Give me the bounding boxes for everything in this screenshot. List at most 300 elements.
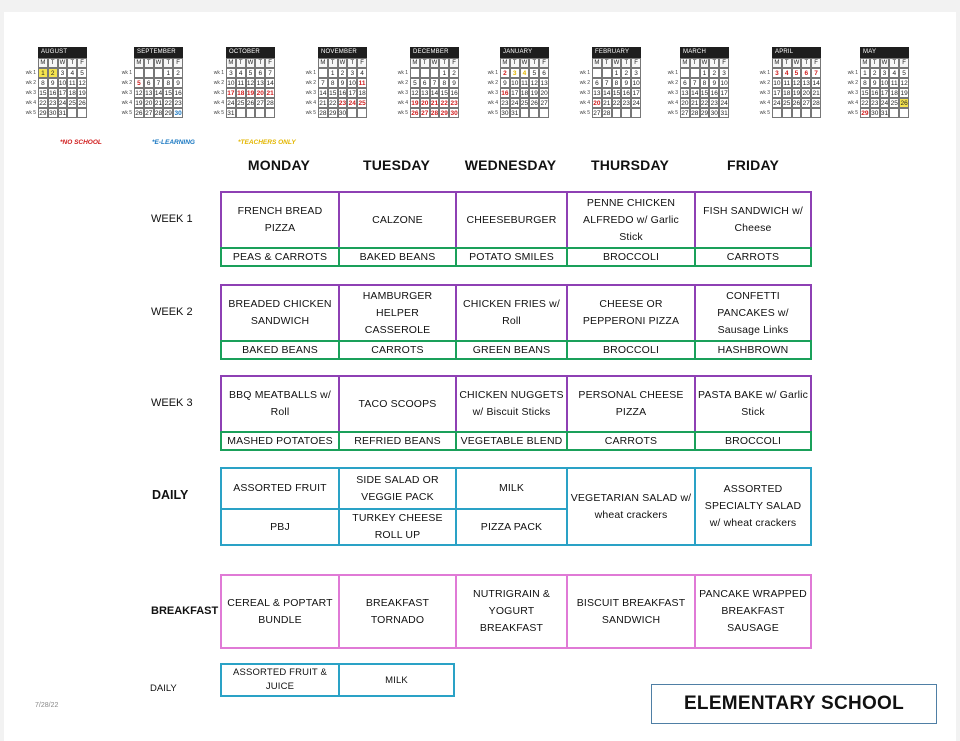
- calendar-day: 13: [802, 80, 810, 87]
- calendar-day: [621, 108, 631, 118]
- calendar-day: 24: [632, 100, 640, 107]
- calendar-week-label: wk 1: [213, 70, 224, 76]
- calendar-weekday-letter: W: [792, 58, 802, 68]
- calendar-weekday-letter: M: [680, 58, 690, 68]
- calendar-day: [318, 68, 328, 78]
- calendar-day: 17: [773, 90, 781, 97]
- calendar-week-row: [680, 108, 729, 118]
- calendar-day: 23: [710, 100, 718, 107]
- legend-no-school: *NO SCHOOL: [60, 139, 102, 146]
- calendar-february: [592, 47, 641, 118]
- calendar-week-label: wk 3: [759, 90, 770, 96]
- calendar-day: 17: [720, 90, 728, 97]
- calendar-day: [144, 68, 154, 78]
- calendar-weekday-letter: T: [602, 58, 612, 68]
- calendar-week-label: wk 2: [759, 80, 770, 86]
- calendar-week-row: [410, 98, 459, 108]
- calendar-day: 16: [501, 90, 509, 97]
- calendar-day: 4: [236, 68, 246, 78]
- calendar-day: [782, 108, 792, 118]
- calendar-day: 30: [501, 110, 509, 117]
- calendar-month-title: NOVEMBER: [318, 47, 367, 58]
- calendar-day: 19: [135, 100, 143, 107]
- calendar-day: 16: [710, 90, 718, 97]
- calendar-day: 14: [603, 90, 611, 97]
- calendar-weekday-letter: W: [700, 58, 710, 68]
- breakfast-monday: CEREAL & POPTART BUNDLE: [220, 574, 340, 649]
- week1-friday-side: CARROTS: [694, 247, 812, 267]
- calendar-weekday-letter: F: [811, 58, 821, 68]
- calendar-weekday-letter: M: [226, 58, 236, 68]
- calendar-march: [680, 47, 729, 118]
- calendar-day: 11: [68, 80, 76, 87]
- calendar-day: 20: [256, 90, 264, 97]
- calendar-day: 23: [450, 100, 458, 107]
- calendar-week-row: [860, 68, 909, 78]
- calendar-day: 1: [612, 68, 622, 78]
- calendar-month-title: APRIL: [772, 47, 821, 58]
- calendar-day: 22: [440, 100, 448, 107]
- calendar-week-row: [592, 78, 641, 88]
- calendar-week-label: wk 4: [25, 100, 36, 106]
- calendar-weekday-row: [680, 58, 729, 68]
- week1-monday-side: PEAS & CARROTS: [220, 247, 340, 267]
- row-label-daily: DAILY: [152, 488, 189, 502]
- week2-wednesday-side: GREEN BEANS: [455, 340, 568, 360]
- calendar-day: 8: [700, 78, 710, 88]
- calendar-weekday-letter: F: [173, 58, 183, 68]
- calendar-day: 8: [38, 78, 48, 88]
- calendar-week-label: wk 5: [487, 110, 498, 116]
- calendar-weekday-row: [134, 58, 183, 68]
- calendar-week-label: wk 1: [397, 70, 408, 76]
- week3-thursday-side: CARROTS: [566, 431, 696, 451]
- calendar-week-row: [500, 68, 549, 78]
- calendar-day: [420, 68, 430, 78]
- calendar-day: 29: [329, 110, 337, 117]
- calendar-day: 14: [430, 90, 439, 97]
- calendar-day: 14: [691, 90, 699, 97]
- calendar-day: 24: [58, 100, 67, 107]
- calendar-day: 28: [812, 100, 820, 107]
- calendar-day: 30: [49, 110, 57, 117]
- calendar-day: [889, 108, 899, 118]
- week2-friday-main: CONFETTI PANCAKES w/ Sausage Links: [694, 284, 812, 342]
- calendar-day: 7: [690, 78, 700, 88]
- calendar-day: 5: [77, 68, 87, 78]
- calendar-day: 12: [530, 80, 538, 87]
- week3-wednesday-side: VEGETABLE BLEND: [455, 431, 568, 451]
- calendar-weekday-letter: M: [860, 58, 870, 68]
- calendar-day: 26: [78, 100, 86, 107]
- week2-wednesday-main: CHICKEN FRIES w/ Roll: [455, 284, 568, 342]
- calendar-day: 23: [338, 100, 347, 107]
- calendar-day: 10: [227, 80, 235, 87]
- calendar-day: [134, 68, 144, 78]
- calendar-day: 27: [593, 110, 601, 117]
- calendar-day: 9: [621, 78, 631, 88]
- calendar-day: 13: [145, 90, 153, 97]
- week3-monday-side: MASHED POTATOES: [220, 431, 340, 451]
- calendar-weekday-letter: T: [163, 58, 173, 68]
- calendar-day: 18: [237, 90, 245, 97]
- calendar-week-row: [134, 78, 183, 88]
- calendar-day: 19: [900, 90, 908, 97]
- calendar-day: [529, 108, 539, 118]
- calendar-week-label: wk 4: [213, 100, 224, 106]
- calendar-january: [500, 47, 549, 118]
- calendar-day: 2: [709, 68, 719, 78]
- calendar-day: 6: [539, 68, 549, 78]
- calendar-weekday-letter: T: [144, 58, 154, 68]
- calendar-weekday-letter: T: [690, 58, 700, 68]
- week2-thursday-side: BROCCOLI: [566, 340, 696, 360]
- week2-tuesday-main: HAMBURGER HELPER CASSEROLE: [338, 284, 457, 342]
- calendar-day: 11: [358, 80, 366, 87]
- calendar-weekday-letter: T: [889, 58, 899, 68]
- calendar-day: 24: [773, 100, 781, 107]
- calendar-day: 5: [899, 68, 909, 78]
- calendar-weekday-letter: T: [255, 58, 265, 68]
- calendar-week-row: [592, 88, 641, 98]
- calendar-day: 3: [631, 68, 641, 78]
- calendar-week-label: wk 5: [305, 110, 316, 116]
- calendar-weekday-letter: M: [592, 58, 602, 68]
- calendar-day: 22: [39, 100, 47, 107]
- week2-monday-side: BAKED BEANS: [220, 340, 340, 360]
- calendar-day: 15: [440, 90, 448, 97]
- calendar-week-row: [134, 68, 183, 78]
- daily-vegetarian-salad: VEGETARIAN SALAD w/ wheat crackers: [566, 467, 696, 546]
- calendar-day: 7: [430, 78, 440, 88]
- calendar-weekday-letter: F: [449, 58, 459, 68]
- calendar-day: 8: [163, 78, 173, 88]
- calendar-day: 2: [48, 68, 58, 78]
- calendar-day: [154, 68, 164, 78]
- calendar-weekday-letter: M: [772, 58, 782, 68]
- calendar-day: [520, 108, 530, 118]
- week1-tuesday-main: CALZONE: [338, 191, 457, 249]
- calendar-weekday-letter: T: [328, 58, 338, 68]
- calendar-day: [631, 108, 641, 118]
- calendar-week-label: wk 2: [579, 80, 590, 86]
- calendar-weekday-letter: M: [38, 58, 48, 68]
- calendar-day: 25: [68, 100, 76, 107]
- calendar-day: 20: [421, 100, 429, 107]
- calendar-weekday-letter: T: [529, 58, 539, 68]
- calendar-day: 26: [900, 100, 908, 107]
- calendar-day: 13: [540, 80, 548, 87]
- date-stamp: 7/28/22: [35, 702, 59, 709]
- calendar-day: 24: [720, 100, 728, 107]
- calendar-day: 13: [593, 90, 601, 97]
- calendar-day: 3: [226, 68, 236, 78]
- calendar-day: 17: [632, 90, 640, 97]
- calendar-week-label: wk 2: [847, 80, 858, 86]
- calendar-day: 29: [861, 110, 869, 117]
- calendar-day: 20: [681, 100, 689, 107]
- day-header-friday: FRIDAY: [726, 157, 780, 173]
- calendar-day: 26: [246, 100, 255, 107]
- week1-friday-main: FISH SANDWICH w/ Cheese: [694, 191, 812, 249]
- calendar-weekday-letter: F: [899, 58, 909, 68]
- calendar-day: 16: [622, 90, 630, 97]
- week2-thursday-main: CHEESE OR PEPPERONI PIZZA: [566, 284, 696, 342]
- calendar-weekday-letter: T: [621, 58, 631, 68]
- calendar-week-label: wk 3: [397, 90, 408, 96]
- calendar-day: 19: [411, 100, 419, 107]
- calendar-week-row: [226, 68, 275, 78]
- calendar-day: 8: [860, 78, 870, 88]
- calendar-day: 15: [329, 90, 337, 97]
- calendar-day: 22: [612, 100, 621, 107]
- legend-e-learning: *E-LEARNING: [152, 139, 195, 146]
- calendar-weekday-row: [38, 58, 87, 68]
- calendar-day: 23: [871, 100, 879, 107]
- calendar-day: 28: [430, 110, 439, 117]
- calendar-day: 16: [450, 90, 458, 97]
- calendar-weekday-letter: T: [236, 58, 246, 68]
- day-header-tuesday: TUESDAY: [362, 157, 430, 173]
- calendar-day: 3: [510, 68, 520, 78]
- calendar-week-row: [38, 78, 87, 88]
- calendar-day: 9: [500, 78, 510, 88]
- calendar-day: 3: [719, 68, 729, 78]
- calendar-day: 26: [792, 100, 801, 107]
- calendar-day: 27: [421, 110, 429, 117]
- daily-side-salad: SIDE SALAD OR VEGGIE PACK: [338, 467, 457, 510]
- calendar-week-label: wk 2: [397, 80, 408, 86]
- calendar-day: 2: [173, 68, 183, 78]
- calendar-weekday-letter: W: [58, 58, 68, 68]
- calendar-week-label: wk 3: [213, 90, 224, 96]
- calendar-day: 31: [511, 110, 519, 117]
- calendar-week-label: wk 4: [847, 100, 858, 106]
- calendar-day: [265, 108, 275, 118]
- calendar-day: 6: [420, 78, 430, 88]
- calendar-weekday-letter: T: [510, 58, 520, 68]
- calendar-day: 10: [348, 80, 356, 87]
- week3-friday-side: BROCCOLI: [694, 431, 812, 451]
- calendar-weekday-row: [318, 58, 367, 68]
- calendar-day: [357, 108, 367, 118]
- calendar-day: 11: [890, 80, 898, 87]
- calendar-day: 8: [439, 78, 449, 88]
- calendar-week-row: [860, 108, 909, 118]
- calendar-day: 27: [145, 110, 153, 117]
- calendar-week-label: wk 4: [397, 100, 408, 106]
- calendar-day: 21: [319, 100, 327, 107]
- calendar-day: 14: [319, 90, 327, 97]
- calendar-day: 12: [135, 90, 143, 97]
- calendar-day: 19: [78, 90, 86, 97]
- calendar-weekday-letter: F: [77, 58, 87, 68]
- daily-turkey-cheese-roll-up: TURKEY CHEESE ROLL UP: [338, 508, 457, 546]
- calendar-day: 9: [449, 78, 459, 88]
- calendar-day: 10: [773, 80, 781, 87]
- calendar-week-label: wk 1: [579, 70, 590, 76]
- calendar-week-label: wk 1: [847, 70, 858, 76]
- calendar-day: 14: [266, 80, 274, 87]
- calendar-day: 7: [602, 78, 612, 88]
- calendar-month-title: OCTOBER: [226, 47, 275, 58]
- daily-specialty-salad: ASSORTED SPECIALTY SALAD w/ wheat crackers: [694, 467, 812, 546]
- calendar-day: 18: [358, 90, 366, 97]
- calendar-week-row: [592, 108, 641, 118]
- calendar-day: 7: [318, 78, 328, 88]
- calendar-day: 21: [430, 100, 439, 107]
- calendar-day: [67, 108, 77, 118]
- calendar-week-row: [318, 78, 367, 88]
- calendar-day: [430, 68, 440, 78]
- calendar-day: 15: [39, 90, 47, 97]
- week3-friday-main: PASTA BAKE w/ Garlic Stick: [694, 375, 812, 433]
- calendar-day: 3: [880, 68, 890, 78]
- calendar-day: 1: [38, 68, 48, 78]
- calendar-week-label: wk 3: [25, 90, 36, 96]
- calendar-week-row: [134, 108, 183, 118]
- calendar-day: 5: [529, 68, 539, 78]
- calendar-day: 20: [593, 100, 601, 107]
- calendar-week-row: [226, 108, 275, 118]
- calendar-day: 15: [612, 90, 621, 97]
- calendar-day: 16: [871, 90, 879, 97]
- calendar-day: 9: [870, 78, 880, 88]
- calendar-day: 26: [411, 110, 419, 117]
- calendar-weekday-row: [772, 58, 821, 68]
- calendar-day: 22: [700, 100, 709, 107]
- calendar-day: 27: [802, 100, 810, 107]
- breakfast-thursday: BISCUIT BREAKFAST SANDWICH: [566, 574, 696, 649]
- calendar-day: 10: [58, 80, 67, 87]
- calendar-week-row: [680, 88, 729, 98]
- daily-milk: MILK: [455, 467, 568, 510]
- calendar-day: 27: [540, 100, 548, 107]
- calendar-week-row: [38, 98, 87, 108]
- calendar-day: 6: [144, 78, 154, 88]
- calendar-day: 2: [870, 68, 880, 78]
- calendar-day: 2: [621, 68, 631, 78]
- calendar-week-row: [860, 98, 909, 108]
- calendar-month-title: FEBRUARY: [592, 47, 641, 58]
- calendar-day: 11: [521, 80, 528, 87]
- calendar-weekday-letter: W: [612, 58, 622, 68]
- row-label-breakfast: BREAKFAST: [151, 605, 219, 617]
- calendar-week-row: [680, 68, 729, 78]
- calendar-week-label: wk 1: [25, 70, 36, 76]
- week3-wednesday-main: CHICKEN NUGGETS w/ Biscuit Sticks: [455, 375, 568, 433]
- calendar-day: 1: [860, 68, 870, 78]
- calendar-weekday-letter: F: [719, 58, 729, 68]
- calendar-day: 6: [801, 68, 811, 78]
- calendar-week-label: wk 2: [25, 80, 36, 86]
- calendar-day: 23: [174, 100, 182, 107]
- week3-thursday-main: PERSONAL CHEESE PIZZA: [566, 375, 696, 433]
- calendar-day: 31: [58, 110, 67, 117]
- calendar-day: 3: [58, 68, 68, 78]
- calendar-day: 16: [174, 90, 182, 97]
- breakfast-daily-milk: MILK: [338, 663, 455, 697]
- calendar-week-label: wk 2: [213, 80, 224, 86]
- calendar-day: 12: [900, 80, 908, 87]
- week1-wednesday-side: POTATO SMILES: [455, 247, 568, 267]
- calendar-day: 17: [58, 90, 67, 97]
- calendar-day: 12: [411, 90, 419, 97]
- calendar-day: 25: [237, 100, 245, 107]
- calendar-weekday-letter: T: [67, 58, 77, 68]
- calendar-weekday-letter: W: [246, 58, 256, 68]
- week2-monday-main: BREADED CHICKEN SANDWICH: [220, 284, 340, 342]
- breakfast-wednesday: NUTRIGRAIN & YOGURT BREAKFAST: [455, 574, 568, 649]
- week1-wednesday-main: CHEESEBURGER: [455, 191, 568, 249]
- calendar-weekday-letter: M: [410, 58, 420, 68]
- week3-tuesday-side: REFRIED BEANS: [338, 431, 457, 451]
- calendar-week-row: [318, 108, 367, 118]
- calendar-weekday-row: [410, 58, 459, 68]
- calendar-day: 31: [227, 110, 235, 117]
- week2-friday-side: HASHBROWN: [694, 340, 812, 360]
- calendar-day: 4: [889, 68, 899, 78]
- calendar-day: 19: [530, 90, 538, 97]
- calendar-weekday-letter: F: [357, 58, 367, 68]
- calendar-week-label: wk 3: [667, 90, 678, 96]
- calendar-week-label: wk 4: [667, 100, 678, 106]
- calendar-day: 29: [164, 110, 172, 117]
- calendar-day: 3: [347, 68, 357, 78]
- calendar-month-title: MAY: [860, 47, 909, 58]
- calendar-day: [77, 108, 87, 118]
- calendar-day: 17: [511, 90, 519, 97]
- calendar-week-label: wk 2: [305, 80, 316, 86]
- calendar-week-row: [772, 98, 821, 108]
- calendar-week-row: [410, 68, 459, 78]
- calendar-day: 21: [154, 100, 163, 107]
- calendar-day: 13: [421, 90, 429, 97]
- calendar-week-label: wk 5: [579, 110, 590, 116]
- calendar-day: 10: [511, 80, 519, 87]
- calendar-week-label: wk 5: [847, 110, 858, 116]
- calendar-day: 30: [871, 110, 879, 117]
- calendar-week-row: [318, 98, 367, 108]
- calendar-day: [792, 108, 802, 118]
- calendar-day: 22: [164, 100, 172, 107]
- calendar-day: 22: [861, 100, 869, 107]
- calendar-day: 13: [256, 80, 264, 87]
- week1-thursday-side: BROCCOLI: [566, 247, 696, 267]
- calendar-day: 10: [632, 80, 640, 87]
- calendar-day: 14: [812, 80, 820, 87]
- calendar-day: 6: [592, 78, 602, 88]
- calendar-day: 20: [802, 90, 810, 97]
- calendar-day: 5: [792, 68, 802, 78]
- calendar-week-label: wk 4: [487, 100, 498, 106]
- calendar-weekday-letter: W: [154, 58, 164, 68]
- calendar-day: 15: [164, 90, 172, 97]
- calendar-week-row: [38, 68, 87, 78]
- calendar-day: 11: [783, 80, 791, 87]
- row-label-week-2: WEEK 2: [151, 306, 193, 318]
- calendar-weekday-letter: T: [420, 58, 430, 68]
- calendar-day: 16: [338, 90, 347, 97]
- calendar-week-label: wk 1: [667, 70, 678, 76]
- day-header-monday: MONDAY: [247, 157, 311, 173]
- week3-tuesday-main: TACO SCOOPS: [338, 375, 457, 433]
- calendar-week-label: wk 5: [213, 110, 224, 116]
- calendar-day: 7: [811, 68, 821, 78]
- calendar-day: 17: [880, 90, 889, 97]
- calendar-day: 26: [135, 110, 143, 117]
- calendar-day: 4: [782, 68, 792, 78]
